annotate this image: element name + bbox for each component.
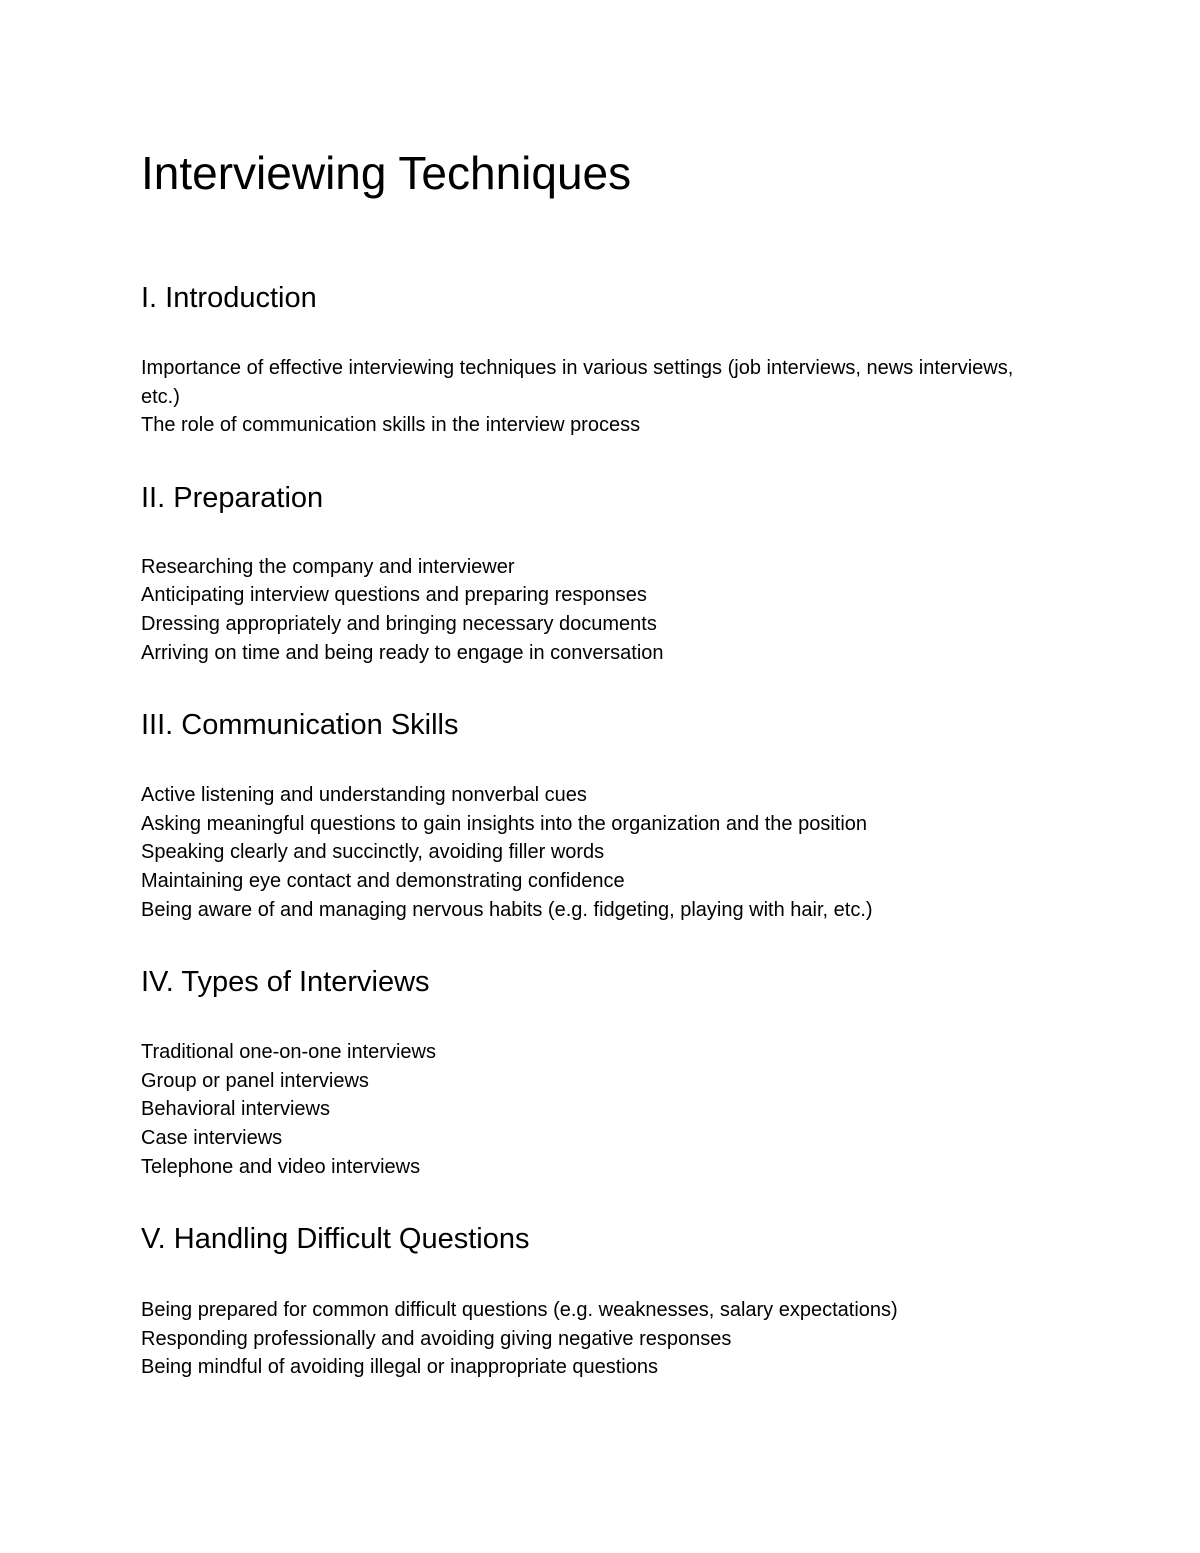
section-heading-introduction: I. Introduction bbox=[141, 282, 317, 314]
section-body-introduction bbox=[141, 354, 1041, 440]
list-item: Active listening and understanding nonverbal cues bbox=[141, 784, 587, 807]
list-item: The role of communication skills in the interview process bbox=[141, 414, 641, 437]
list-item: Anticipating interview questions and preparing responses bbox=[141, 584, 647, 607]
section-heading-communication-skills: III. Communication Skills bbox=[141, 709, 459, 742]
section-body-preparation bbox=[141, 553, 1041, 667]
list-item: Asking meaningful questions to gain insights into the organization and the position bbox=[141, 812, 868, 835]
list-item: Speaking clearly and succinctly, avoiding filler words bbox=[141, 841, 605, 864]
document-title: Interviewing Techniques bbox=[141, 147, 632, 199]
list-item: Being aware of and managing nervous habits (e.g. fidgeting, playing with hair, etc.) bbox=[141, 898, 873, 921]
list-item: Traditional one-on-one interviews bbox=[141, 1041, 436, 1064]
section-body-types-of-interviews bbox=[141, 1038, 1041, 1181]
section-body-handling-difficult-questions bbox=[141, 1296, 1041, 1382]
list-item: Group or panel interviews bbox=[141, 1069, 369, 1092]
list-item: Researching the company and interviewer bbox=[141, 555, 515, 578]
list-item: Being prepared for common difficult questions (e.g. weaknesses, salary expectations) bbox=[141, 1299, 898, 1322]
list-item: Behavioral interviews bbox=[141, 1098, 330, 1121]
section-heading-preparation: II. Preparation bbox=[141, 481, 324, 514]
section-heading-handling-difficult-questions: V. Handling Difficult Questions bbox=[141, 1223, 530, 1256]
list-item: Arriving on time and being ready to engage in conversation bbox=[141, 641, 664, 664]
list-item: Dressing appropriately and bringing necessary documents bbox=[141, 612, 657, 635]
section-body-communication-skills bbox=[141, 781, 1041, 924]
list-item: Responding professionally and avoiding giving negative responses bbox=[141, 1327, 732, 1350]
list-item: Telephone and video interviews bbox=[141, 1155, 421, 1178]
list-item: Importance of effective interviewing techniques in various settings (job interviews, news interviews, etc.) bbox=[141, 357, 1014, 408]
list-item: Case interviews bbox=[141, 1126, 283, 1149]
document-content bbox=[141, 142, 1041, 1382]
list-item: Maintaining eye contact and demonstrating confidence bbox=[141, 869, 625, 892]
list-item: Being mindful of avoiding illegal or inappropriate questions bbox=[141, 1356, 658, 1379]
section-heading-types-of-interviews: IV. Types of Interviews bbox=[141, 966, 430, 999]
